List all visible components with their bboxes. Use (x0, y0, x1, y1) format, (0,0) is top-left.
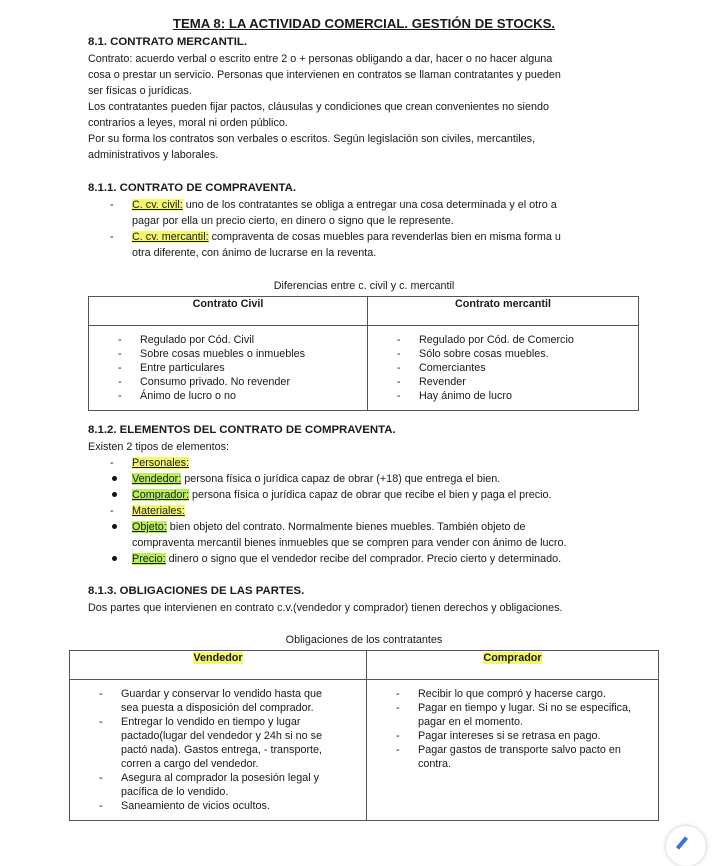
table-row: - Entre particulares (118, 362, 225, 374)
heading-8-1-3: 8.1.3. OBLIGACIONES DE LAS PARTES. (88, 585, 305, 597)
table2-cell-vendedor (70, 680, 367, 821)
text-line: administrativos y laborales. (88, 149, 219, 161)
table-row: pagar en el momento. (418, 716, 524, 728)
table-row: - Hay ánimo de lucro (397, 390, 513, 402)
table-row: - Ánimo de lucro o no (118, 390, 237, 402)
item-text: uno de los contratantes se obliga a entregar una cosa determinada y el otro a (182, 199, 557, 211)
compraventa-list (110, 197, 561, 261)
table1-cell-civil (89, 326, 368, 411)
text-line: ser físicas o jurídicas. (88, 85, 192, 97)
item-text: compraventa de cosas muebles para revenderlas bien en misma forma u (208, 231, 561, 243)
heading-8-1-1: 8.1.1. CONTRATO DE COMPRAVENTA. (88, 182, 297, 194)
table-row: - Pagar gastos de transporte salvo pacto en (396, 744, 621, 756)
text-line: Contrato: acuerdo verbal o escrito entre 2 o + personas obligando a dar, hacer o no hacer alguna (88, 53, 553, 65)
list-item (110, 245, 561, 261)
table-row: - Recibir lo que compró y hacerse cargo. (396, 688, 606, 700)
table-row: - Pagar intereses si se retrasa en pago. (396, 730, 601, 742)
list-item (110, 503, 567, 519)
page-title: TEMA 8: LA ACTIVIDAD COMERCIAL. GESTIÓN DE STOCKS. (172, 16, 556, 31)
heading-8-1: 8.1. CONTRATO MERCANTIL. (88, 36, 248, 48)
list-item: compraventa mercantil bienes inmuebles que se compren para vender con ánimo de lucro. (132, 537, 567, 549)
table-row: - Guardar y conservar lo vendido hasta que (99, 688, 323, 700)
table2-header-comprador: Comprador (367, 651, 659, 680)
obligations-intro: Dos partes que intervienen en contrato c.v.(vendedor y comprador) tienen derechos y obligaciones. (88, 602, 563, 614)
table-row: pactó nada). Gastos entrega, - transporte, (121, 744, 323, 756)
table1-cell-mercantil (368, 326, 639, 411)
list-item: Vendedor: persona física o jurídica capaz de obrar (+18) que entrega el bien. (110, 471, 567, 487)
elements-intro: Existen 2 tipos de elementos: (88, 441, 230, 453)
table2-cell-comprador (367, 680, 659, 821)
table2-header-vendedor: Vendedor (70, 651, 367, 680)
table-row: pacífica de lo vendido. (121, 786, 229, 798)
list-item: Comprador: persona física o jurídica capaz de obrar que recibe el bien y paga el precio. (110, 487, 567, 503)
table1-header-civil: Contrato Civil (89, 297, 368, 326)
term-materiales: Materiales: (132, 505, 185, 517)
dash-bullet: - (110, 231, 114, 243)
edit-pencil-button[interactable] (666, 826, 706, 866)
table-row: - Saneamiento de vicios ocultos. (99, 800, 270, 812)
text-line: contrarios a leyes, moral ni orden público. (88, 117, 288, 129)
table-row: contra. (418, 758, 452, 770)
table-row: - Consumo privado. No revender (118, 376, 291, 388)
term-personales: Personales: (132, 457, 190, 469)
term-mercantil: C. cv. mercantil: (132, 231, 209, 243)
item-text: pagar por ella un precio cierto, en dinero o signo que le represente. (132, 215, 454, 227)
table-row: - Revender (397, 376, 466, 388)
item-text: otra diferente, con ánimo de lucrarse en la reventa. (132, 247, 377, 259)
table-row: pactado(lugar del vendedor y 24h si no se (121, 730, 323, 742)
term-comprador: Comprador: (132, 489, 190, 501)
text-line: Por su forma los contratos son verbales o escritos. Según legislación son civiles, mercantiles, (88, 133, 536, 145)
heading-8-1-2: 8.1.2. ELEMENTOS DEL CONTRATO DE COMPRAVENTA. (88, 424, 396, 436)
list-item: Precio: dinero o signo que el vendedor recibe del comprador. Precio cierto y determinado. (110, 551, 567, 567)
term-objeto: Objeto: (132, 521, 167, 533)
table-row: - Asegura al comprador la posesión legal y (99, 772, 320, 784)
differences-table (88, 296, 639, 411)
table2-caption: Obligaciones de los contratantes (285, 634, 443, 646)
list-item (110, 455, 567, 471)
table-row: - Pagar en tiempo y lugar. Si no se especifica, (396, 702, 632, 714)
dash-bullet: - (110, 505, 114, 517)
table1-caption: Diferencias entre c. civil y c. mercantil (273, 280, 455, 292)
list-item: Objeto: bien objeto del contrato. Normalmente bienes muebles. También objeto de (110, 519, 567, 535)
list-item (110, 229, 561, 245)
term-precio: Precio: (132, 553, 166, 565)
table-row: - Sólo sobre cosas muebles. (397, 348, 549, 360)
table-row: - Regulado por Cód. de Comercio (397, 334, 574, 346)
paragraph-8-1 (88, 51, 648, 163)
term-vendedor: Vendedor: (132, 473, 182, 485)
table-row: corren a cargo del vendedor. (121, 758, 259, 770)
dash-bullet: - (110, 457, 114, 469)
table1-header-mercantil: Contrato mercantil (368, 297, 639, 326)
table-row: - Regulado por Cód. Civil (118, 334, 255, 346)
dash-bullet: - (110, 199, 114, 211)
table-row: sea puesta a disposición del comprador. (121, 702, 314, 714)
list-item (110, 197, 561, 213)
table-row: - Sobre cosas muebles o inmuebles (118, 348, 306, 360)
text-line: Los contratantes pueden fijar pactos, cláusulas y condiciones que crean convenientes no siendo (88, 101, 549, 113)
term-civil: C. cv. civil: (132, 199, 183, 211)
table-row: - Entregar lo vendido en tiempo y lugar (99, 716, 301, 728)
list-item (110, 213, 561, 229)
table-row: - Comerciantes (397, 362, 486, 374)
text-line: cosa o prestar un servicio. Personas que intervienen en contratos se llaman contratantes y pueden (88, 69, 561, 81)
obligations-table (69, 650, 659, 821)
elements-list (110, 455, 567, 567)
